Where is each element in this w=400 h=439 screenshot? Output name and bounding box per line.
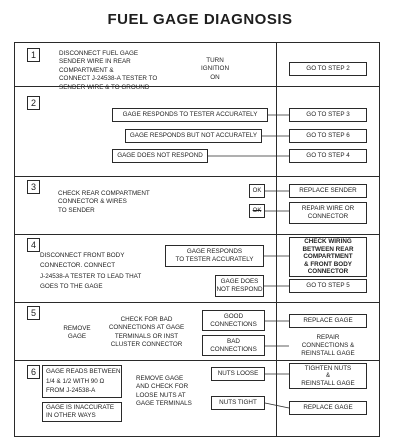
step-3-line-2: CONNECTOR & WIRES [58, 198, 127, 206]
step-2-condition-not-accurate: GAGE RESPONDS BUT NOT ACCURATELY [125, 129, 262, 143]
step-1-action [190, 57, 240, 82]
step-3-not-ok-result [289, 202, 367, 224]
step-6-line-2: AND CHECK FOR [136, 383, 189, 391]
step-5-instructions [104, 316, 189, 350]
step-6-reads-line-2: 1/4 & 1/2 WITH 90 Ω [46, 377, 105, 385]
step-6-loose-result-line-1: TIGHTEN NUTS [304, 364, 352, 372]
step-5-good-line-1: GOOD [223, 312, 244, 320]
step-5-good-line-2: CONNECTIONS [210, 320, 257, 328]
step-4-line-4: GOES TO THE GAGE [40, 283, 103, 291]
step-5-bad-result [289, 334, 367, 358]
step-2-condition-accurate: GAGE RESPONDS TO TESTER ACCURATELY [112, 108, 268, 122]
step-1-line-3: COMPARTMENT & [59, 66, 114, 74]
step-2-result-step-3: GO TO STEP 3 [289, 108, 367, 122]
step-6-inaccurate-line-1: GAGE IS INACCURATE [46, 404, 115, 412]
step-6-line-1: REMOVE GAGE [136, 375, 184, 382]
step-5-line-3: TERMINALS OR INST [114, 332, 179, 340]
step-1-result: GO TO STEP 2 [289, 62, 367, 76]
step-4-check-wiring-result [289, 237, 367, 277]
step-5-bad-result-line-2: CONNECTIONS & [301, 342, 355, 349]
step-5-remove-gage [60, 325, 94, 342]
step-6-inaccurate-line-2: IN OTHER WAYS [46, 412, 96, 419]
step-6-nuts-loose: NUTS LOOSE [211, 367, 265, 381]
step-1-line-2: SENDER WIRE IN REAR [59, 58, 131, 66]
step-1-line-1: DISCONNECT FUEL GAGE [59, 50, 139, 57]
step-3-not-ok-result-line-2: CONNECTOR [307, 213, 349, 220]
step-1-line-4: CONNECT J-24538-A TESTER TO [59, 75, 158, 83]
step-5-good-connections [202, 310, 265, 331]
step-2-result-step-6: GO TO STEP 6 [289, 129, 367, 143]
step-4-check-wiring-line-3: COMPARTMENT [303, 253, 353, 261]
step-4-gage-no-response [215, 275, 264, 297]
step-3-not-ok-result-line-1: REPAIR WIRE OR [301, 205, 355, 213]
step-4-no-response-line-1: GAGE DOES [220, 278, 259, 286]
step-4-check-wiring-line-1: CHECK WIRING [304, 238, 352, 246]
step-6-loose-result [289, 363, 367, 389]
step-6-nuts-tight: NUTS TIGHT [211, 396, 265, 410]
step-2-result-step-4: GO TO STEP 4 [289, 149, 367, 163]
step-4-check-wiring-line-4: & FRONT BODY [304, 260, 352, 268]
step-number-3: 3 [27, 180, 40, 194]
step-6-instructions [136, 375, 192, 409]
step-5-bad-line-1: BAD [227, 337, 240, 345]
step-3-instructions [58, 190, 150, 215]
step-4-check-wiring-line-5: CONNECTOR [307, 268, 349, 276]
step-number-1: 1 [27, 48, 40, 62]
step-1-line-5: SENDER WIRE & TO GROUND [59, 83, 150, 91]
step-4-instructions [38, 252, 141, 292]
step-4-line-3: J-24538-A TESTER TO LEAD THAT [40, 272, 142, 280]
step-4-line-1: DISCONNECT FRONT BODY [40, 252, 125, 259]
step-4-gage-responds-line-1: GAGE RESPONDS [186, 248, 243, 256]
step-1-action-line-2: IGNITION [201, 65, 229, 73]
step-4-line-2: CONNECTOR. CONNECT [40, 262, 116, 270]
step-6-loose-result-line-2: & [325, 372, 331, 380]
step-6-gage-inaccurate [42, 402, 122, 422]
step-6-gage-reads [42, 365, 122, 398]
step-number-5: 5 [27, 306, 40, 320]
step-4-gage-responds [165, 245, 264, 267]
step-5-remove-line-2: GAGE [67, 333, 87, 341]
step-6-line-3: LOOSE NUTS AT [136, 391, 186, 399]
step-6-reads-line-3: FROM J-24538-A [46, 387, 96, 395]
step-1-instructions [59, 50, 157, 92]
step-4-gage-responds-line-2: TO TESTER ACCURATELY [175, 256, 254, 263]
step-3-ok: OK [249, 184, 265, 198]
step-5-bad-connections [202, 335, 265, 356]
page-title: FUEL GAGE DIAGNOSIS [107, 11, 293, 28]
step-6-line-4: GAGE TERMINALS [136, 400, 192, 408]
step-5-line-1: CHECK FOR BAD [120, 316, 173, 323]
step-5-bad-line-2: CONNECTIONS [210, 345, 257, 353]
step-4-check-wiring-line-2: BETWEEN REAR [302, 245, 354, 253]
step-3-not-ok: OK [249, 204, 265, 218]
step-3-line-3: TO SENDER [58, 206, 95, 214]
step-number-4: 4 [27, 238, 40, 252]
step-4-result-step-5: GO TO STEP 5 [289, 279, 367, 293]
step-2-condition-no-response: GAGE DOES NOT RESPOND [112, 149, 208, 163]
step-5-bad-result-line-1: REPAIR [316, 334, 340, 341]
step-1-action-line-3: ON [210, 73, 220, 81]
step-5-line-4: CLUSTER CONNECTOR [110, 341, 183, 349]
step-6-loose-result-line-3: REINSTALL GAGE [301, 379, 355, 387]
step-5-line-2: CONNECTIONS AT GAGE [108, 324, 185, 332]
step-5-bad-result-line-3: REINSTALL GAGE [301, 350, 355, 357]
step-5-good-result: REPLACE GAGE [289, 314, 367, 328]
step-5-remove-line-1: REMOVE [63, 325, 91, 332]
step-4-no-response-line-2: NOT RESPOND [216, 286, 263, 293]
step-number-2: 2 [27, 96, 40, 110]
step-3-line-1: CHECK REAR COMPARTMENT [58, 190, 150, 197]
step-3-ok-result: REPLACE SENDER [289, 184, 367, 198]
step-number-6: 6 [27, 365, 40, 379]
step-6-tight-result: REPLACE GAGE [289, 401, 367, 415]
step-6-reads-line-1: GAGE READS BETWEEN [46, 368, 121, 376]
step-1-action-line-1: TURN [206, 57, 224, 64]
